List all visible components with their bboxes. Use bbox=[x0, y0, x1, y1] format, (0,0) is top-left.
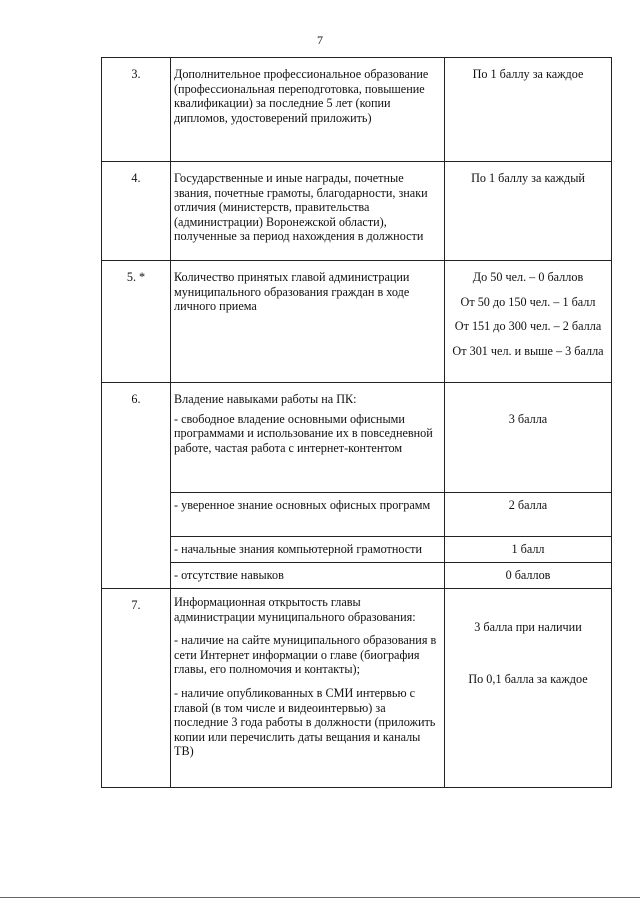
page-number: 7 bbox=[317, 33, 323, 47]
score-range: До 50 чел. – 0 баллов bbox=[472, 270, 584, 284]
criterion-option: - наличие на сайте муниципального образования в сети Интернет информации о главе (биография главы, его полномочия и контакты); bbox=[174, 633, 437, 677]
criterion-description bbox=[171, 589, 445, 788]
criterion-description bbox=[171, 162, 445, 261]
criterion-title: Информационная открытость главы администрации муниципального образования: bbox=[174, 595, 416, 624]
criterion-text: Количество принятых главой администрации муниципального образования граждан в ходе личного приема bbox=[174, 270, 410, 314]
score-range: От 151 до 300 чел. – 2 балла bbox=[454, 319, 602, 334]
criterion-description bbox=[171, 383, 445, 493]
row-number: 6. bbox=[102, 383, 171, 589]
criterion-description bbox=[171, 58, 445, 162]
criterion-option: - наличие опубликованных в СМИ интервью с главой (в том числе и видеоинтервью) за последние 3 года работы в должности (приложить копии или перечислить даты вещания и каналы ТВ) bbox=[174, 685, 436, 759]
criterion-score bbox=[445, 589, 612, 788]
score-text: По 0,1 балла за каждое bbox=[468, 671, 588, 686]
criterion-score bbox=[445, 162, 612, 261]
criterion-option: - начальные знания компьютерной грамотности bbox=[171, 537, 445, 563]
table-row bbox=[102, 563, 612, 589]
score-text: 2 балла bbox=[445, 493, 612, 537]
score-text: По 1 баллу за каждое bbox=[472, 67, 584, 81]
score-text: 0 баллов bbox=[445, 563, 612, 589]
criterion-score bbox=[445, 261, 612, 383]
criterion-text: Государственные и иные награды, почетные звания, почетные грамоты, благодарности, знаки отличия (министерств, правительства (администрации) Воронежской области), полученные за период нахождения в должности bbox=[174, 171, 428, 244]
row-number: 7. bbox=[102, 589, 171, 788]
criteria-table bbox=[101, 57, 612, 788]
score-text: 3 балла при наличии bbox=[474, 620, 582, 634]
criterion-text: Дополнительное профессиональное образование (профессиональная переподготовка, повышение квалификации) за последние 5 лет (копии дипломов, удостоверений приложить) bbox=[174, 67, 429, 125]
row-number: 3. bbox=[102, 58, 171, 162]
table-row bbox=[102, 58, 612, 162]
score-range: От 50 до 150 чел. – 1 балл bbox=[460, 294, 596, 309]
score-text: По 1 баллу за каждый bbox=[471, 171, 585, 185]
criterion-description bbox=[171, 261, 445, 383]
table-row bbox=[102, 162, 612, 261]
row-number: 5. * bbox=[102, 261, 171, 383]
criterion-option: - свободное владение основными офисными программами и использование их в повседневной работе, частая работа с интернет-контентом bbox=[174, 411, 433, 455]
criterion-title: Владение навыками работы на ПК: bbox=[174, 392, 357, 406]
footer-divider bbox=[0, 897, 640, 898]
score-text: 1 балл bbox=[445, 537, 612, 563]
criterion-score bbox=[445, 58, 612, 162]
row-number: 4. bbox=[102, 162, 171, 261]
table-row bbox=[102, 589, 612, 788]
criterion-option: - уверенное знание основных офисных программ bbox=[171, 493, 445, 537]
score-text: 3 балла bbox=[508, 412, 548, 426]
score-range: От 301 чел. и выше – 3 балла bbox=[452, 343, 604, 358]
table-row bbox=[102, 537, 612, 563]
table-row bbox=[102, 493, 612, 537]
criterion-option: - отсутствие навыков bbox=[171, 563, 445, 589]
table-row bbox=[102, 261, 612, 383]
criterion-score bbox=[445, 383, 612, 493]
table-row bbox=[102, 383, 612, 493]
